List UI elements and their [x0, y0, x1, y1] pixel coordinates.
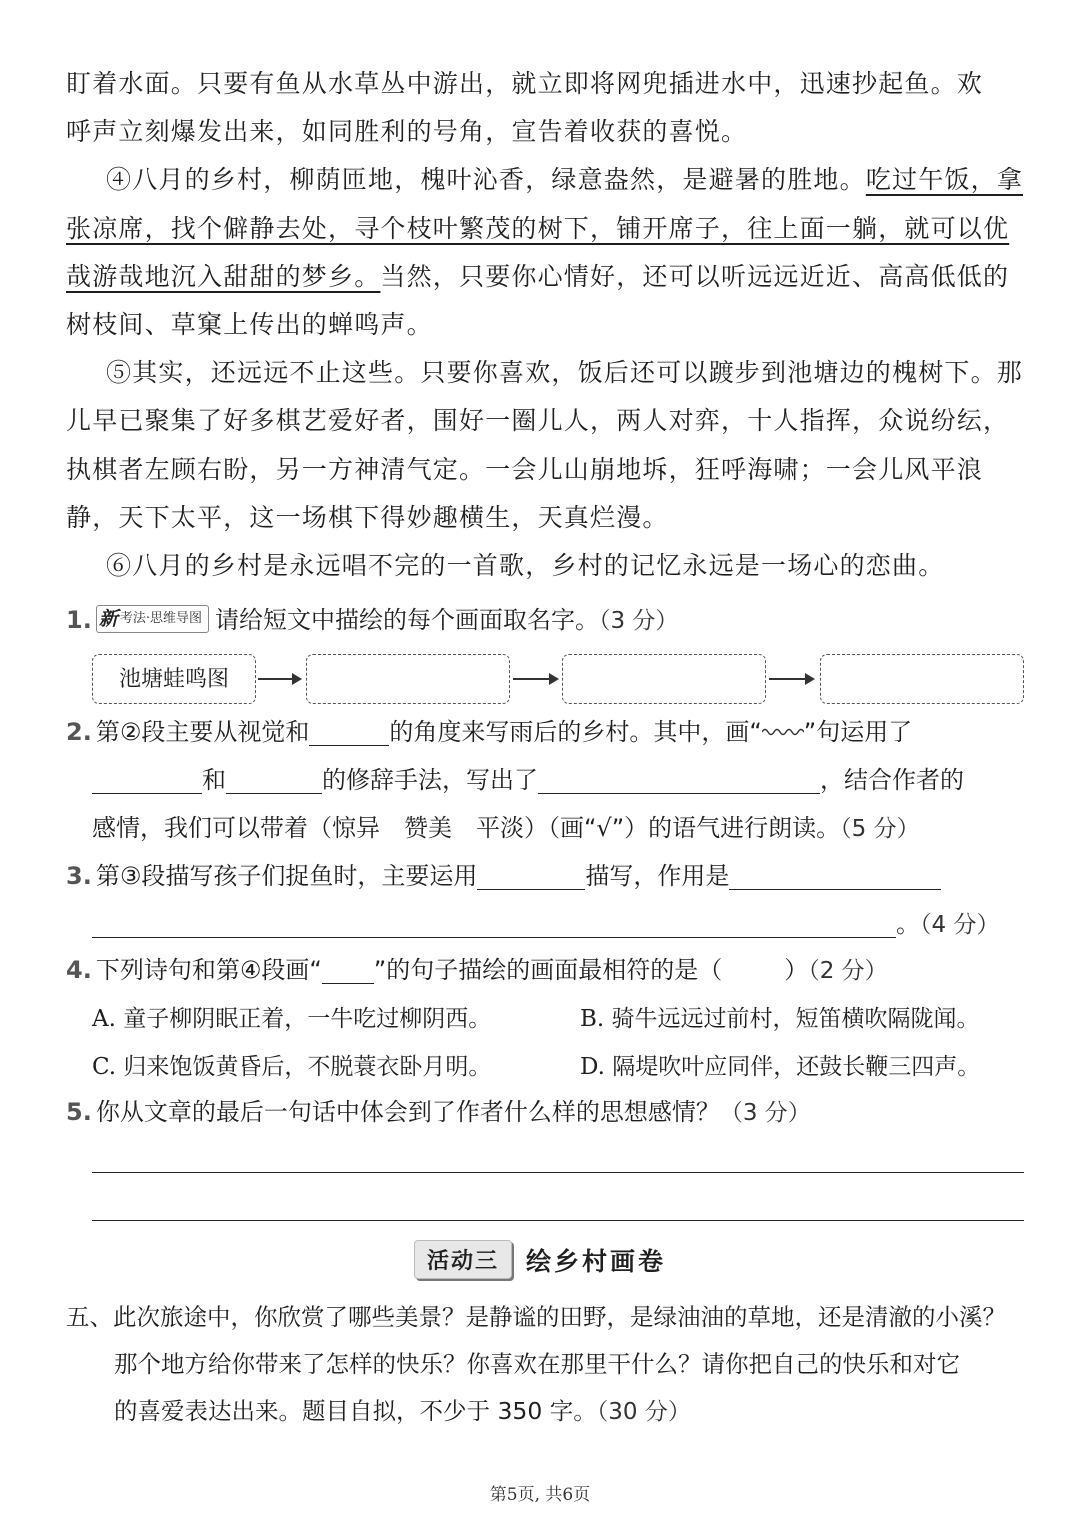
wavy-underline-icon: [762, 726, 804, 738]
flow-arrow-2: [513, 678, 557, 680]
question-3-text-b: 描写，作用是: [585, 862, 730, 890]
answer-blank-rhetoric-2[interactable]: [226, 765, 322, 794]
answer-blank-description-type[interactable]: [477, 861, 585, 890]
paragraph-5: ⑤其实，还远远不止这些。只要你喜欢，饭后还可以踱步到池塘边的槐树下。那儿早已聚集了好多棋艺爱好者，围好一圈儿人，两人对弈，十人指挥，众说纷纭，执棋者左顾右盼，另一方神清气定。一会儿山崩地坼，狂呼海啸；一会儿风平浪静，天下太平，这一场棋下得妙趣横生，天真烂漫。: [66, 358, 1024, 532]
question-3-text-c: 。: [896, 910, 920, 938]
paragraph-4-end: 当然，只要你心情好，还可以听远远近近、高高低低的树枝间、草窠上传出的蝉鸣声。: [66, 261, 1010, 340]
answer-blank-function-1[interactable]: [729, 861, 941, 890]
question-2-text-b: 的角度来写雨后的乡村。其中，画“: [389, 718, 762, 746]
answer-line-2[interactable]: [92, 1220, 1024, 1221]
paragraph-4-underlined-sentence: 吃过午饭，拿张凉席，找个僻静去处，寻个枝叶繁茂的树下，铺开席子，往上面一躺，就可以优哉游哉地沉入甜甜的梦乡。: [66, 165, 1024, 291]
section-header: [0, 1240, 1080, 1279]
writing-task-line-3: [66, 1388, 1026, 1436]
passage-line-1: 盯着水面。只要有鱼从水草丛中游出，就立即将网兜插进水中，迅速抄起鱼。欢: [66, 69, 984, 98]
question-4-text-c: ）: [784, 956, 809, 984]
question-3: [66, 852, 1026, 949]
question-2-text-c: ”句运用了: [803, 718, 913, 746]
flow-box-3-answer[interactable]: [562, 654, 766, 704]
paragraph-4: [66, 156, 1026, 349]
question-2-line-2: [66, 756, 1026, 804]
question-5: [66, 1088, 1026, 1137]
question-4-stem: [66, 946, 1026, 995]
question-2-number: 2.: [66, 718, 92, 746]
tone-option-praise[interactable]: 赞美: [404, 814, 452, 842]
question-3-text-a: 第③段描写孩子们捉鱼时，主要运用: [95, 862, 478, 890]
question-5-text: 你从文章的最后一句话中体会到了作者什么样的思想感情？: [95, 1098, 720, 1126]
straight-underline-mark: [322, 965, 374, 984]
question-2-line-3: [66, 804, 1026, 853]
badge-new-label: 新: [98, 608, 118, 630]
flow-box-2-answer[interactable]: [306, 654, 510, 704]
flow-arrow-3: [769, 678, 813, 680]
question-2-text-h: ）（画“√”）的语气进行朗读。: [524, 814, 841, 842]
section-title: 绘乡村画卷: [526, 1246, 667, 1276]
question-2-text-g: 感情，我们可以带着（: [92, 814, 332, 842]
page-number: 第5页, 共6页: [489, 1485, 591, 1505]
question-3-line-1: [66, 852, 1026, 900]
question-4-number: 4.: [66, 956, 92, 984]
question-3-line-2: [66, 900, 1026, 949]
question-4: [66, 946, 1026, 1091]
question-1-score: （3 分）: [598, 608, 679, 634]
paragraph-6: ⑥八月的乡村是永远唱不完的一首歌，乡村的记忆永远是一场心的恋曲。: [106, 551, 945, 581]
option-a[interactable]: A. 童子柳阴眠正着，一牛吃过柳阴西。: [92, 1006, 492, 1032]
question-5-score: （3 分）: [719, 1100, 811, 1126]
option-c[interactable]: C. 归来饱饭黄昏后，不脱蓑衣卧月明。: [92, 1054, 492, 1080]
question-4-text-b: ”的句子描绘的画面最相符的是（: [373, 956, 723, 984]
question-3-number: 3.: [66, 862, 92, 890]
flow-box-1: [92, 654, 256, 704]
question-2: [66, 708, 1026, 853]
flow-box-4-answer[interactable]: [820, 654, 1024, 704]
answer-blank-sense[interactable]: [309, 717, 389, 746]
new-format-badge: [96, 605, 209, 633]
passage-line-2: 呼声立刻爆发出来，如同胜利的号角，宣告着收获的喜悦。: [66, 117, 748, 147]
question-4-text-a: 下列诗句和第④段画“: [95, 956, 322, 984]
mind-map-flow: [92, 654, 1026, 706]
writing-task: [66, 1294, 1026, 1436]
question-3-score: （4 分）: [920, 912, 1000, 938]
answer-blank-effect[interactable]: [538, 765, 820, 794]
answer-blank-rhetoric-1[interactable]: [92, 765, 202, 794]
question-2-text-e: 的修辞手法，写出了: [322, 766, 538, 794]
question-1-text: 请给短文中描绘的每个画面取名字。: [214, 606, 599, 634]
question-1: [66, 596, 1026, 645]
question-2-line-1: [66, 708, 1026, 756]
task-text-line-3: 的喜爱表达出来。题目自拟，不少于 350 字。: [114, 1397, 597, 1425]
question-2-text-d: 和: [202, 766, 226, 794]
answer-line-1[interactable]: [92, 1172, 1024, 1173]
tone-option-surprise[interactable]: 惊异: [332, 814, 380, 842]
answer-blank-function-2[interactable]: [92, 909, 896, 938]
flow-arrow-1: [258, 678, 300, 680]
flow-box-1-text: 池塘蛙鸣图: [118, 667, 229, 692]
question-2-text-a: 第②段主要从视觉和: [95, 718, 310, 746]
option-d[interactable]: D. 隔堤吹叶应同伴，还鼓长鞭三四声。: [580, 1054, 981, 1080]
writing-task-line-1: [66, 1294, 1026, 1341]
question-1-number: 1.: [66, 606, 92, 634]
tone-option-plain[interactable]: 平淡: [476, 814, 524, 842]
activity-badge: 活动三: [414, 1240, 512, 1279]
task-score: （30 分）: [596, 1399, 691, 1425]
paragraph-4-start: ④八月的乡村，柳荫匝地，槐叶沁香，绿意盎然，是避暑的胜地。: [106, 165, 866, 195]
question-4-options-row-1: [66, 995, 1026, 1043]
task-number: 五、: [66, 1303, 113, 1331]
badge-label: 考法·思维导图: [119, 611, 202, 626]
writing-task-line-2: 那个地方给你带来了怎样的快乐？你喜欢在那里干什么？请你把自己的快乐和对它: [114, 1350, 960, 1378]
question-2-score: （5 分）: [840, 816, 920, 842]
reading-passage: [66, 60, 1026, 590]
question-4-options-row-2: [66, 1043, 1026, 1091]
option-b[interactable]: B. 骑牛远远过前村，短笛横吹隔陇闻。: [580, 1006, 980, 1032]
task-text-line-1: 此次旅途中，你欣赏了哪些美景？是静谧的田野，是绿油油的草地，还是清澈的小溪？: [113, 1303, 1006, 1331]
question-5-number: 5.: [66, 1098, 92, 1126]
question-4-score: （2 分）: [808, 958, 888, 984]
question-2-text-f: ，结合作者的: [820, 766, 964, 794]
